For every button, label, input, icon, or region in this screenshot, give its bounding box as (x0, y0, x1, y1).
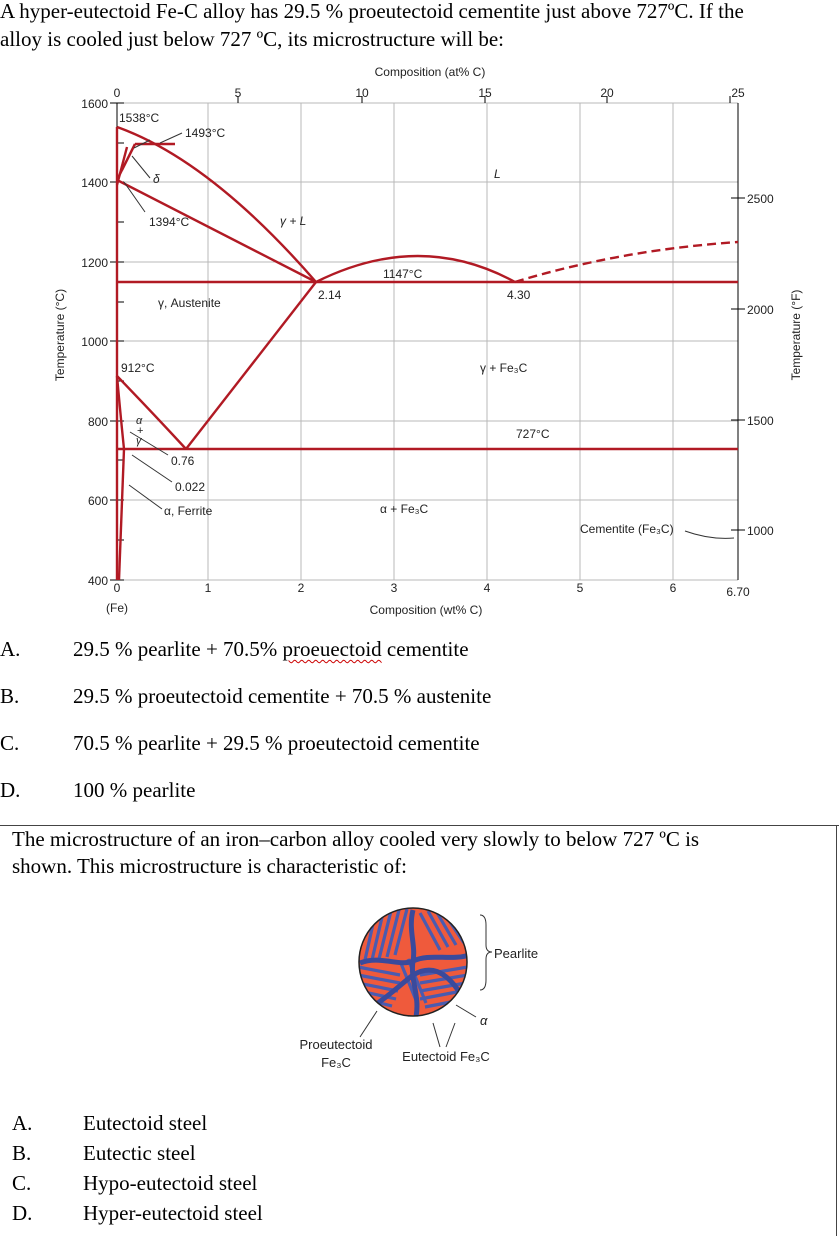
left-tick: 600 (87, 494, 108, 508)
top-tick: 20 (600, 86, 614, 100)
q1-option-a-part3: cementite (381, 637, 469, 661)
label-plus-small: + (137, 425, 144, 437)
question1-line2: alloy is cooled just below 727 ºC, its microstructure will be: (0, 27, 505, 51)
label-liquid: L (494, 167, 501, 181)
label-1394: 1394°C (149, 215, 190, 229)
q1-option-c-letter: C. (0, 731, 20, 755)
micro-label-proeutectoid-1: Proeutectoid (299, 1037, 373, 1052)
label-gamma-l: γ + L (280, 214, 307, 228)
label-2-14: 2.14 (318, 288, 342, 302)
micro-label-alpha: α (480, 1013, 488, 1028)
label-gamma-fe3c: γ + Fe₃C (480, 361, 528, 375)
microstructure-illustration (280, 905, 580, 1085)
label-cementite: Cementite (Fe₃C) (580, 522, 674, 536)
label-1538: 1538°C (119, 111, 160, 125)
bottom-tick: 4 (483, 581, 491, 595)
bottom-tick: 6.70 (726, 585, 750, 599)
label-727: 727°C (516, 427, 550, 441)
q2-option-b-letter: B. (12, 1141, 32, 1165)
right-tick: 2000 (747, 303, 774, 317)
right-tick: 1500 (747, 414, 774, 428)
top-tick: 25 (731, 86, 745, 100)
bottom-tick: 6 (669, 581, 677, 595)
top-tick: 10 (355, 86, 369, 100)
q2-option-b-text[interactable]: Eutectic steel (83, 1141, 196, 1165)
q1-option-a-letter: A. (0, 637, 21, 661)
question2-line1: The microstructure of an iron–carbon alloy cooled very slowly to below 727 ºC is (12, 827, 700, 851)
bottom-tick: 2 (297, 581, 305, 595)
left-tick: 1200 (81, 256, 108, 270)
left-tick: 400 (87, 574, 108, 588)
bottom-tick: 5 (576, 581, 584, 595)
question1-line1: A hyper-eutectoid Fe-C alloy has 29.5 % proeutectoid cementite just above 727ºC. If the (0, 0, 744, 23)
left-axis-title: Temperature (°C) (53, 288, 67, 382)
q1-option-a-text[interactable] (73, 637, 469, 662)
q2-option-a-letter: A. (12, 1111, 33, 1135)
label-austenite: γ, Austenite (158, 296, 221, 310)
question2-line2: shown. This microstructure is characteristic of: (12, 854, 408, 878)
micro-label-proeutectoid-2: Fe₃C (321, 1055, 351, 1070)
fe-label: (Fe) (106, 601, 128, 615)
bottom-tick: 0 (113, 581, 121, 595)
left-tick: 1400 (81, 176, 108, 190)
left-tick: 800 (87, 415, 108, 429)
label-0-022: 0.022 (175, 480, 206, 494)
delta-boundary3 (117, 147, 127, 185)
ferrite-solvus (119, 449, 124, 580)
right-axis-title: Temperature (°F) (789, 289, 803, 381)
solidus-line (117, 180, 316, 282)
label-delta: δ (153, 172, 160, 186)
top-tick: 0 (113, 86, 121, 100)
q1-option-a-misspelled: proeuectoid (282, 637, 382, 661)
q2-option-a-text[interactable]: Eutectoid steel (83, 1111, 208, 1135)
label-alpha-fe3c: α + Fe₃C (380, 502, 429, 516)
table-border-right (836, 826, 837, 1236)
bottom-tick: 3 (390, 581, 398, 595)
label-gamma-small: γ (136, 435, 142, 447)
label-alpha-small: α (136, 415, 143, 427)
q1-option-a-part1: 29.5 % pearlite + 70.5% (73, 637, 283, 661)
micro-label-pearlite: Pearlite (494, 946, 539, 961)
a3-line (117, 376, 186, 449)
label-0-76: 0.76 (171, 454, 195, 468)
q1-option-d-letter: D. (0, 778, 21, 802)
micro-label-eutectoid: Eutectoid Fe₃C (402, 1049, 490, 1064)
q2-option-c-text[interactable]: Hypo-eutectoid steel (83, 1171, 258, 1195)
bottom-tick: 1 (204, 581, 212, 595)
label-1493: 1493°C (185, 126, 226, 140)
q2-option-d-text[interactable]: Hyper-eutectoid steel (83, 1201, 263, 1225)
left-tick: 1000 (81, 335, 108, 349)
q2-option-d-letter: D. (12, 1201, 33, 1225)
left-tick: 1600 (81, 97, 108, 111)
bottom-axis-title: Composition (wt% C) (369, 603, 483, 617)
top-tick: 5 (234, 86, 242, 100)
label-1147: 1147°C (383, 267, 423, 281)
top-axis-title: Composition (at% C) (374, 65, 486, 79)
q1-option-b-letter: B. (0, 684, 20, 708)
fe-c-phase-diagram (0, 60, 839, 620)
liquidus-line (117, 127, 316, 282)
q1-option-d-text[interactable]: 100 % pearlite (73, 778, 196, 802)
q1-option-b-text[interactable]: 29.5 % proeutectoid cementite + 70.5 % austenite (73, 684, 492, 708)
right-tick: 1000 (747, 524, 774, 538)
pearlite-brace (480, 915, 492, 990)
top-tick: 15 (478, 86, 492, 100)
label-912: 912°C (121, 361, 155, 375)
label-4-30: 4.30 (507, 288, 531, 302)
q1-option-c-text[interactable]: 70.5 % pearlite + 29.5 % proeutectoid cementite (73, 731, 480, 755)
label-ferrite: α, Ferrite (164, 504, 213, 518)
right-tick: 2500 (747, 192, 774, 206)
leaders (124, 133, 734, 538)
q2-option-c-letter: C. (12, 1171, 32, 1195)
